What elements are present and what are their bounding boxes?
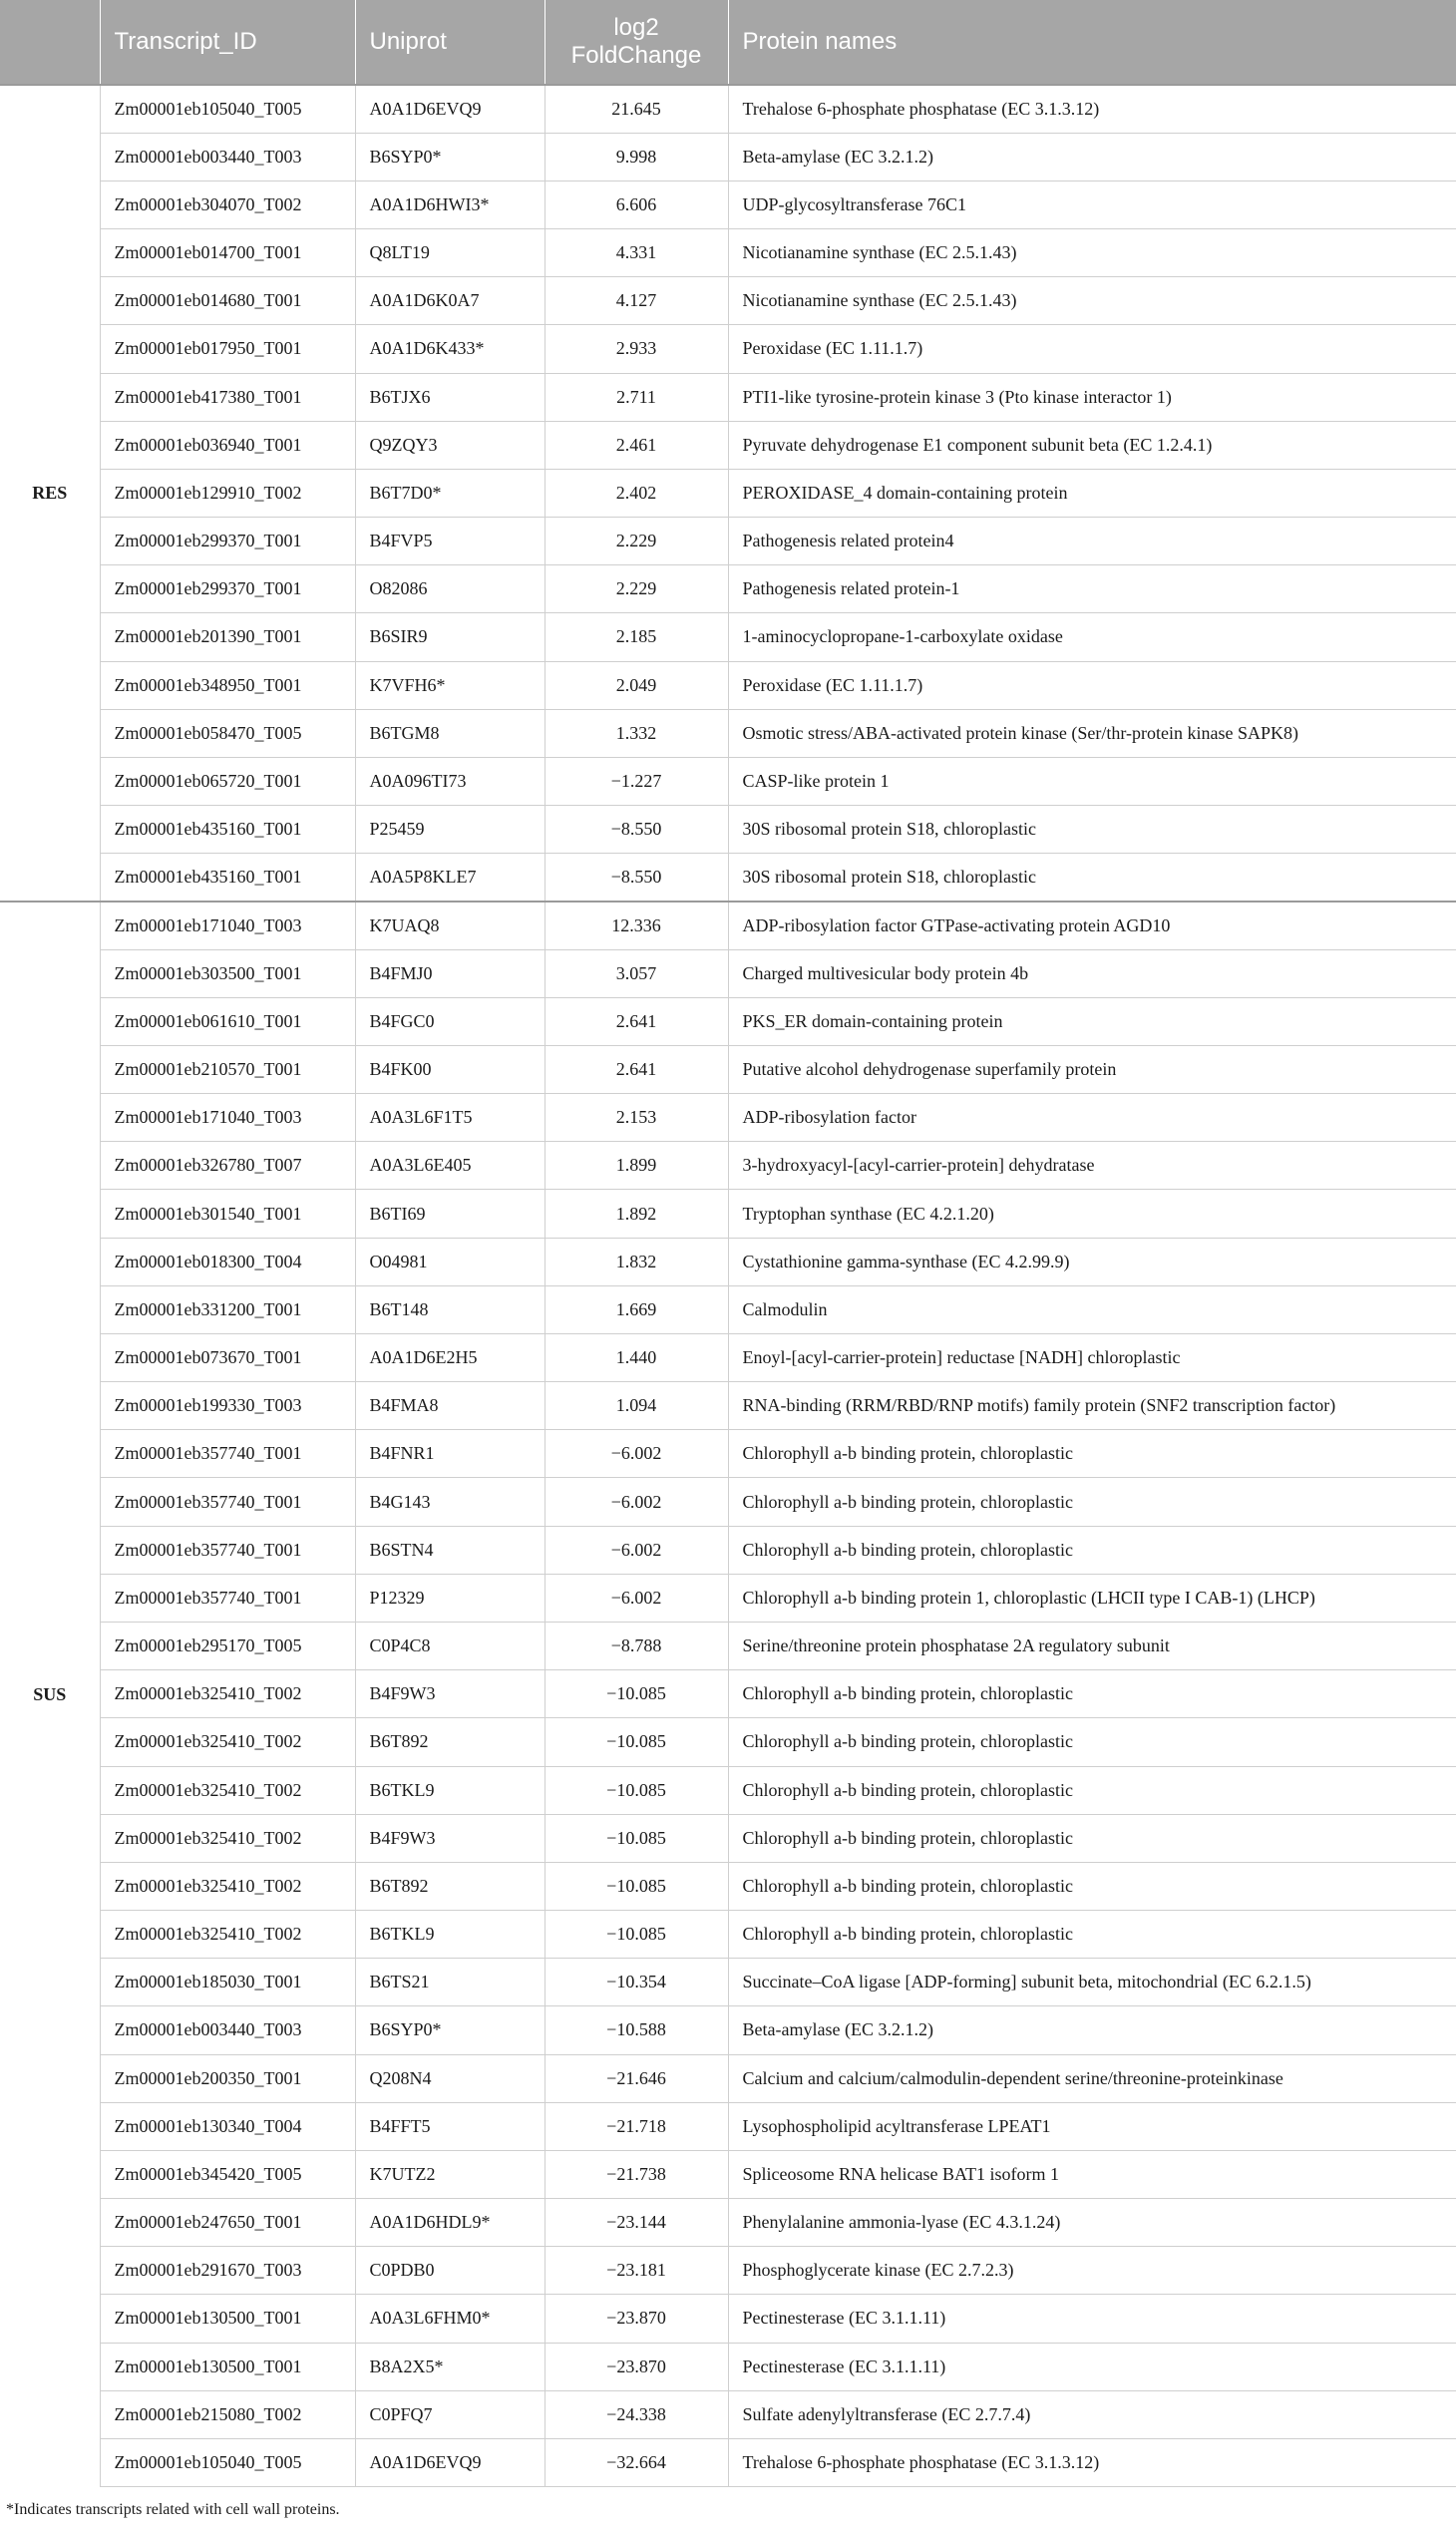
cell-uniprot: A0A1D6E2H5 [355, 1333, 545, 1381]
cell-transcript-id: Zm00001eb014700_T001 [100, 229, 355, 277]
cell-protein-name: Pectinesterase (EC 3.1.1.11) [728, 2295, 1456, 2343]
cell-transcript-id: Zm00001eb200350_T001 [100, 2054, 355, 2102]
cell-protein-name: Calcium and calcium/calmodulin-dependent serine/threonine-proteinkinase [728, 2054, 1456, 2102]
cell-protein-name: PKS_ER domain-containing protein [728, 997, 1456, 1045]
cell-uniprot: B4FNR1 [355, 1430, 545, 1478]
cell-transcript-id: Zm00001eb357740_T001 [100, 1574, 355, 1622]
cell-uniprot: C0P4C8 [355, 1623, 545, 1670]
cell-protein-name: Nicotianamine synthase (EC 2.5.1.43) [728, 229, 1456, 277]
cell-log2-foldchange: −10.354 [545, 1959, 728, 2006]
cell-log2-foldchange: −8.788 [545, 1623, 728, 1670]
cell-transcript-id: Zm00001eb357740_T001 [100, 1478, 355, 1526]
table-row [0, 2295, 1456, 2343]
cell-uniprot: C0PDB0 [355, 2247, 545, 2295]
header-uniprot: Uniprot [355, 0, 545, 85]
table-header [0, 0, 1456, 85]
cell-transcript-id: Zm00001eb003440_T003 [100, 2006, 355, 2054]
cell-transcript-id: Zm00001eb130340_T004 [100, 2102, 355, 2150]
cell-transcript-id: Zm00001eb130500_T001 [100, 2343, 355, 2390]
table-row [0, 709, 1456, 757]
table-row [0, 806, 1456, 854]
cell-log2-foldchange: −32.664 [545, 2438, 728, 2486]
cell-protein-name: Chlorophyll a-b binding protein, chloroplastic [728, 1430, 1456, 1478]
cell-transcript-id: Zm00001eb326780_T007 [100, 1142, 355, 1190]
cell-log2-foldchange: −6.002 [545, 1574, 728, 1622]
cell-protein-name: Pectinesterase (EC 3.1.1.11) [728, 2343, 1456, 2390]
cell-uniprot: P12329 [355, 1574, 545, 1622]
cell-log2-foldchange: 2.711 [545, 373, 728, 421]
cell-protein-name: CASP-like protein 1 [728, 757, 1456, 805]
cell-log2-foldchange: 1.332 [545, 709, 728, 757]
cell-uniprot: Q9ZQY3 [355, 421, 545, 469]
cell-protein-name: RNA-binding (RRM/RBD/RNP motifs) family protein (SNF2 transcription factor) [728, 1382, 1456, 1430]
cell-transcript-id: Zm00001eb299370_T001 [100, 518, 355, 565]
cell-uniprot: B4FGC0 [355, 997, 545, 1045]
cell-uniprot: K7VFH6* [355, 661, 545, 709]
cell-protein-name: 30S ribosomal protein S18, chloroplastic [728, 806, 1456, 854]
cell-log2-foldchange: −21.718 [545, 2102, 728, 2150]
cell-protein-name: Nicotianamine synthase (EC 2.5.1.43) [728, 277, 1456, 325]
table-row [0, 1718, 1456, 1766]
cell-uniprot: B4FFT5 [355, 2102, 545, 2150]
cell-uniprot: K7UTZ2 [355, 2150, 545, 2198]
cell-uniprot: A0A1D6K0A7 [355, 277, 545, 325]
cell-transcript-id: Zm00001eb357740_T001 [100, 1526, 355, 1574]
cell-transcript-id: Zm00001eb018300_T004 [100, 1238, 355, 1285]
cell-uniprot: A0A3L6F1T5 [355, 1094, 545, 1142]
cell-log2-foldchange: −1.227 [545, 757, 728, 805]
cell-transcript-id: Zm00001eb171040_T003 [100, 1094, 355, 1142]
table-row [0, 1238, 1456, 1285]
cell-log2-foldchange: −8.550 [545, 854, 728, 902]
table-row [0, 469, 1456, 517]
cell-log2-foldchange: 21.645 [545, 85, 728, 133]
cell-protein-name: Chlorophyll a-b binding protein, chloroplastic [728, 1718, 1456, 1766]
cell-protein-name: Phenylalanine ammonia-lyase (EC 4.3.1.24) [728, 2199, 1456, 2247]
cell-transcript-id: Zm00001eb014680_T001 [100, 277, 355, 325]
cell-transcript-id: Zm00001eb199330_T003 [100, 1382, 355, 1430]
cell-uniprot: A0A3L6FHM0* [355, 2295, 545, 2343]
table-row [0, 1382, 1456, 1430]
cell-uniprot: A0A096TI73 [355, 757, 545, 805]
table-row [0, 613, 1456, 661]
cell-uniprot: B4G143 [355, 1478, 545, 1526]
cell-log2-foldchange: 6.606 [545, 181, 728, 228]
cell-protein-name: Chlorophyll a-b binding protein, chloroplastic [728, 1478, 1456, 1526]
table-row [0, 421, 1456, 469]
table-row [0, 2150, 1456, 2198]
cell-protein-name: Tryptophan synthase (EC 4.2.1.20) [728, 1190, 1456, 1238]
cell-uniprot: B6TGM8 [355, 709, 545, 757]
cell-protein-name: Calmodulin [728, 1285, 1456, 1333]
cell-protein-name: ADP-ribosylation factor [728, 1094, 1456, 1142]
cell-transcript-id: Zm00001eb304070_T002 [100, 181, 355, 228]
cell-uniprot: B6T892 [355, 1862, 545, 1910]
table-row [0, 2343, 1456, 2390]
cell-protein-name: Succinate–CoA ligase [ADP-forming] subunit beta, mitochondrial (EC 6.2.1.5) [728, 1959, 1456, 2006]
cell-log2-foldchange: 2.185 [545, 613, 728, 661]
cell-uniprot: K7UAQ8 [355, 902, 545, 949]
cell-transcript-id: Zm00001eb331200_T001 [100, 1285, 355, 1333]
cell-uniprot: B6STN4 [355, 1526, 545, 1574]
cell-log2-foldchange: −10.085 [545, 1718, 728, 1766]
table-row [0, 565, 1456, 613]
cell-log2-foldchange: 1.440 [545, 1333, 728, 1381]
cell-transcript-id: Zm00001eb299370_T001 [100, 565, 355, 613]
cell-log2-foldchange: 2.933 [545, 325, 728, 373]
cell-transcript-id: Zm00001eb061610_T001 [100, 997, 355, 1045]
table-row [0, 1862, 1456, 1910]
cell-protein-name: Sulfate adenylyltransferase (EC 2.7.7.4) [728, 2390, 1456, 2438]
cell-transcript-id: Zm00001eb348950_T001 [100, 661, 355, 709]
cell-uniprot: B6TJX6 [355, 373, 545, 421]
cell-transcript-id: Zm00001eb185030_T001 [100, 1959, 355, 2006]
cell-transcript-id: Zm00001eb210570_T001 [100, 1045, 355, 1093]
table-row [0, 2054, 1456, 2102]
cell-uniprot: A0A1D6HDL9* [355, 2199, 545, 2247]
cell-log2-foldchange: 2.049 [545, 661, 728, 709]
cell-log2-foldchange: −10.085 [545, 1766, 728, 1814]
cell-transcript-id: Zm00001eb325410_T002 [100, 1862, 355, 1910]
table-row [0, 1670, 1456, 1718]
table-row [0, 902, 1456, 949]
cell-log2-foldchange: 2.402 [545, 469, 728, 517]
cell-protein-name: Enoyl-[acyl-carrier-protein] reductase [NADH] chloroplastic [728, 1333, 1456, 1381]
table-row [0, 1045, 1456, 1093]
cell-protein-name: Serine/threonine protein phosphatase 2A regulatory subunit [728, 1623, 1456, 1670]
cell-uniprot: A0A1D6K433* [355, 325, 545, 373]
table-row [0, 1623, 1456, 1670]
cell-uniprot: B6TS21 [355, 1959, 545, 2006]
table-row [0, 2438, 1456, 2486]
cell-uniprot: B6SIR9 [355, 613, 545, 661]
cell-protein-name: 3-hydroxyacyl-[acyl-carrier-protein] dehydratase [728, 1142, 1456, 1190]
cell-log2-foldchange: 1.094 [545, 1382, 728, 1430]
header-group [0, 0, 100, 85]
cell-log2-foldchange: −10.085 [545, 1814, 728, 1862]
cell-transcript-id: Zm00001eb058470_T005 [100, 709, 355, 757]
cell-uniprot: B6TI69 [355, 1190, 545, 1238]
table-row [0, 518, 1456, 565]
cell-log2-foldchange: −21.738 [545, 2150, 728, 2198]
cell-transcript-id: Zm00001eb295170_T005 [100, 1623, 355, 1670]
cell-log2-foldchange: −10.085 [545, 1862, 728, 1910]
cell-transcript-id: Zm00001eb215080_T002 [100, 2390, 355, 2438]
cell-uniprot: B6T7D0* [355, 469, 545, 517]
cell-protein-name: Phosphoglycerate kinase (EC 2.7.2.3) [728, 2247, 1456, 2295]
cell-transcript-id: Zm00001eb017950_T001 [100, 325, 355, 373]
table-row [0, 85, 1456, 133]
cell-transcript-id: Zm00001eb301540_T001 [100, 1190, 355, 1238]
cell-uniprot: B6SYP0* [355, 2006, 545, 2054]
table-row [0, 2006, 1456, 2054]
cell-log2-foldchange: −23.144 [545, 2199, 728, 2247]
cell-uniprot: O82086 [355, 565, 545, 613]
cell-protein-name: Chlorophyll a-b binding protein, chloroplastic [728, 1862, 1456, 1910]
cell-log2-foldchange: −6.002 [545, 1430, 728, 1478]
group-label: SUS [0, 902, 100, 2487]
cell-log2-foldchange: −8.550 [545, 806, 728, 854]
cell-protein-name: Beta-amylase (EC 3.2.1.2) [728, 133, 1456, 181]
cell-protein-name: Spliceosome RNA helicase BAT1 isoform 1 [728, 2150, 1456, 2198]
cell-transcript-id: Zm00001eb247650_T001 [100, 2199, 355, 2247]
cell-uniprot: Q208N4 [355, 2054, 545, 2102]
cell-protein-name: Trehalose 6-phosphate phosphatase (EC 3.1.3.12) [728, 85, 1456, 133]
cell-protein-name: Chlorophyll a-b binding protein, chloroplastic [728, 1814, 1456, 1862]
cell-log2-foldchange: 2.229 [545, 518, 728, 565]
cell-log2-foldchange: 9.998 [545, 133, 728, 181]
cell-transcript-id: Zm00001eb065720_T001 [100, 757, 355, 805]
table-row [0, 1190, 1456, 1238]
cell-protein-name: Pathogenesis related protein4 [728, 518, 1456, 565]
cell-uniprot: B4FK00 [355, 1045, 545, 1093]
cell-uniprot: C0PFQ7 [355, 2390, 545, 2438]
cell-log2-foldchange: 2.641 [545, 1045, 728, 1093]
cell-uniprot: A0A1D6EVQ9 [355, 85, 545, 133]
cell-log2-foldchange: −21.646 [545, 2054, 728, 2102]
cell-log2-foldchange: 2.229 [545, 565, 728, 613]
cell-protein-name: Chlorophyll a-b binding protein, chloroplastic [728, 1911, 1456, 1959]
cell-uniprot: B4F9W3 [355, 1814, 545, 1862]
cell-protein-name: Trehalose 6-phosphate phosphatase (EC 3.1.3.12) [728, 2438, 1456, 2486]
header-transcript-id: Transcript_ID [100, 0, 355, 85]
cell-protein-name: Chlorophyll a-b binding protein, chloroplastic [728, 1526, 1456, 1574]
cell-log2-foldchange: 12.336 [545, 902, 728, 949]
cell-log2-foldchange: −23.181 [545, 2247, 728, 2295]
cell-transcript-id: Zm00001eb325410_T002 [100, 1814, 355, 1862]
cell-protein-name: ADP-ribosylation factor GTPase-activating protein AGD10 [728, 902, 1456, 949]
cell-protein-name: Beta-amylase (EC 3.2.1.2) [728, 2006, 1456, 2054]
cell-uniprot: B6SYP0* [355, 133, 545, 181]
cell-log2-foldchange: −10.588 [545, 2006, 728, 2054]
cell-uniprot: B4FVP5 [355, 518, 545, 565]
cell-log2-foldchange: 4.127 [545, 277, 728, 325]
cell-uniprot: B6T148 [355, 1285, 545, 1333]
cell-uniprot: A0A1D6HWI3* [355, 181, 545, 228]
table-row [0, 661, 1456, 709]
cell-uniprot: B6TKL9 [355, 1911, 545, 1959]
table-row [0, 181, 1456, 228]
cell-log2-foldchange: −10.085 [545, 1911, 728, 1959]
cell-protein-name: Peroxidase (EC 1.11.1.7) [728, 661, 1456, 709]
cell-log2-foldchange: −10.085 [545, 1670, 728, 1718]
cell-uniprot: B6TKL9 [355, 1766, 545, 1814]
cell-log2-foldchange: 4.331 [545, 229, 728, 277]
cell-transcript-id: Zm00001eb325410_T002 [100, 1766, 355, 1814]
cell-uniprot: O04981 [355, 1238, 545, 1285]
cell-log2-foldchange: 1.892 [545, 1190, 728, 1238]
table-row [0, 1959, 1456, 2006]
cell-protein-name: 30S ribosomal protein S18, chloroplastic [728, 854, 1456, 902]
cell-protein-name: Putative alcohol dehydrogenase superfamily protein [728, 1045, 1456, 1093]
cell-log2-foldchange: 2.153 [545, 1094, 728, 1142]
cell-log2-foldchange: 3.057 [545, 949, 728, 997]
cell-protein-name: Cystathionine gamma-synthase (EC 4.2.99.9) [728, 1238, 1456, 1285]
cell-log2-foldchange: −23.870 [545, 2343, 728, 2390]
group-label: RES [0, 85, 100, 902]
table-row [0, 1142, 1456, 1190]
cell-uniprot: P25459 [355, 806, 545, 854]
table-row [0, 1814, 1456, 1862]
cell-protein-name: PEROXIDASE_4 domain-containing protein [728, 469, 1456, 517]
table-row [0, 277, 1456, 325]
cell-protein-name: Pyruvate dehydrogenase E1 component subunit beta (EC 1.2.4.1) [728, 421, 1456, 469]
cell-transcript-id: Zm00001eb417380_T001 [100, 373, 355, 421]
table-row [0, 1574, 1456, 1622]
cell-log2-foldchange: 2.641 [545, 997, 728, 1045]
cell-log2-foldchange: 1.899 [545, 1142, 728, 1190]
table-row [0, 1285, 1456, 1333]
table-row [0, 133, 1456, 181]
header-protein-names: Protein names [728, 0, 1456, 85]
cell-log2-foldchange: −6.002 [545, 1526, 728, 1574]
cell-uniprot: B4F9W3 [355, 1670, 545, 1718]
cell-transcript-id: Zm00001eb325410_T002 [100, 1911, 355, 1959]
cell-protein-name: Osmotic stress/ABA-activated protein kinase (Ser/thr-protein kinase SAPK8) [728, 709, 1456, 757]
cell-transcript-id: Zm00001eb105040_T005 [100, 2438, 355, 2486]
table-row [0, 1430, 1456, 1478]
table-row [0, 1094, 1456, 1142]
cell-log2-foldchange: 1.832 [545, 1238, 728, 1285]
cell-protein-name: Chlorophyll a-b binding protein, chloroplastic [728, 1766, 1456, 1814]
cell-protein-name: Peroxidase (EC 1.11.1.7) [728, 325, 1456, 373]
header-log2-foldchange: log2 FoldChange [545, 0, 728, 85]
table-row [0, 2390, 1456, 2438]
table-row [0, 1911, 1456, 1959]
cell-transcript-id: Zm00001eb201390_T001 [100, 613, 355, 661]
table-row [0, 2199, 1456, 2247]
table-row [0, 949, 1456, 997]
cell-uniprot: A0A3L6E405 [355, 1142, 545, 1190]
table-row [0, 325, 1456, 373]
cell-uniprot: B4FMJ0 [355, 949, 545, 997]
table-row [0, 1766, 1456, 1814]
cell-transcript-id: Zm00001eb435160_T001 [100, 806, 355, 854]
cell-protein-name: PTI1-like tyrosine-protein kinase 3 (Pto kinase interactor 1) [728, 373, 1456, 421]
table-row [0, 997, 1456, 1045]
cell-transcript-id: Zm00001eb291670_T003 [100, 2247, 355, 2295]
cell-protein-name: 1-aminocyclopropane-1-carboxylate oxidase [728, 613, 1456, 661]
cell-log2-foldchange: −6.002 [545, 1478, 728, 1526]
table-row [0, 373, 1456, 421]
cell-transcript-id: Zm00001eb036940_T001 [100, 421, 355, 469]
cell-transcript-id: Zm00001eb073670_T001 [100, 1333, 355, 1381]
cell-transcript-id: Zm00001eb325410_T002 [100, 1718, 355, 1766]
cell-protein-name: UDP-glycosyltransferase 76C1 [728, 181, 1456, 228]
cell-transcript-id: Zm00001eb435160_T001 [100, 854, 355, 902]
table-row [0, 2102, 1456, 2150]
table-row [0, 757, 1456, 805]
cell-protein-name: Charged multivesicular body protein 4b [728, 949, 1456, 997]
table-row [0, 229, 1456, 277]
cell-uniprot: Q8LT19 [355, 229, 545, 277]
table-row [0, 1526, 1456, 1574]
header-row [0, 0, 1456, 85]
cell-transcript-id: Zm00001eb325410_T002 [100, 1670, 355, 1718]
cell-protein-name: Chlorophyll a-b binding protein 1, chloroplastic (LHCII type I CAB-1) (LHCP) [728, 1574, 1456, 1622]
cell-transcript-id: Zm00001eb171040_T003 [100, 902, 355, 949]
cell-transcript-id: Zm00001eb303500_T001 [100, 949, 355, 997]
cell-protein-name: Chlorophyll a-b binding protein, chloroplastic [728, 1670, 1456, 1718]
cell-protein-name: Pathogenesis related protein-1 [728, 565, 1456, 613]
cell-transcript-id: Zm00001eb345420_T005 [100, 2150, 355, 2198]
cell-uniprot: B6T892 [355, 1718, 545, 1766]
table-row [0, 854, 1456, 902]
footnote: *Indicates transcripts related with cell wall proteins. [6, 2501, 340, 2518]
cell-transcript-id: Zm00001eb003440_T003 [100, 133, 355, 181]
cell-log2-foldchange: −24.338 [545, 2390, 728, 2438]
cell-uniprot: B8A2X5* [355, 2343, 545, 2390]
cell-transcript-id: Zm00001eb357740_T001 [100, 1430, 355, 1478]
table-row [0, 1333, 1456, 1381]
cell-uniprot: A0A5P8KLE7 [355, 854, 545, 902]
table-body [0, 85, 1456, 2487]
cell-uniprot: A0A1D6EVQ9 [355, 2438, 545, 2486]
cell-log2-foldchange: 2.461 [545, 421, 728, 469]
cell-protein-name: Lysophospholipid acyltransferase LPEAT1 [728, 2102, 1456, 2150]
table-row [0, 2247, 1456, 2295]
cell-transcript-id: Zm00001eb130500_T001 [100, 2295, 355, 2343]
cell-uniprot: B4FMA8 [355, 1382, 545, 1430]
cell-transcript-id: Zm00001eb105040_T005 [100, 85, 355, 133]
cell-log2-foldchange: 1.669 [545, 1285, 728, 1333]
cell-transcript-id: Zm00001eb129910_T002 [100, 469, 355, 517]
table-row [0, 1478, 1456, 1526]
cell-log2-foldchange: −23.870 [545, 2295, 728, 2343]
